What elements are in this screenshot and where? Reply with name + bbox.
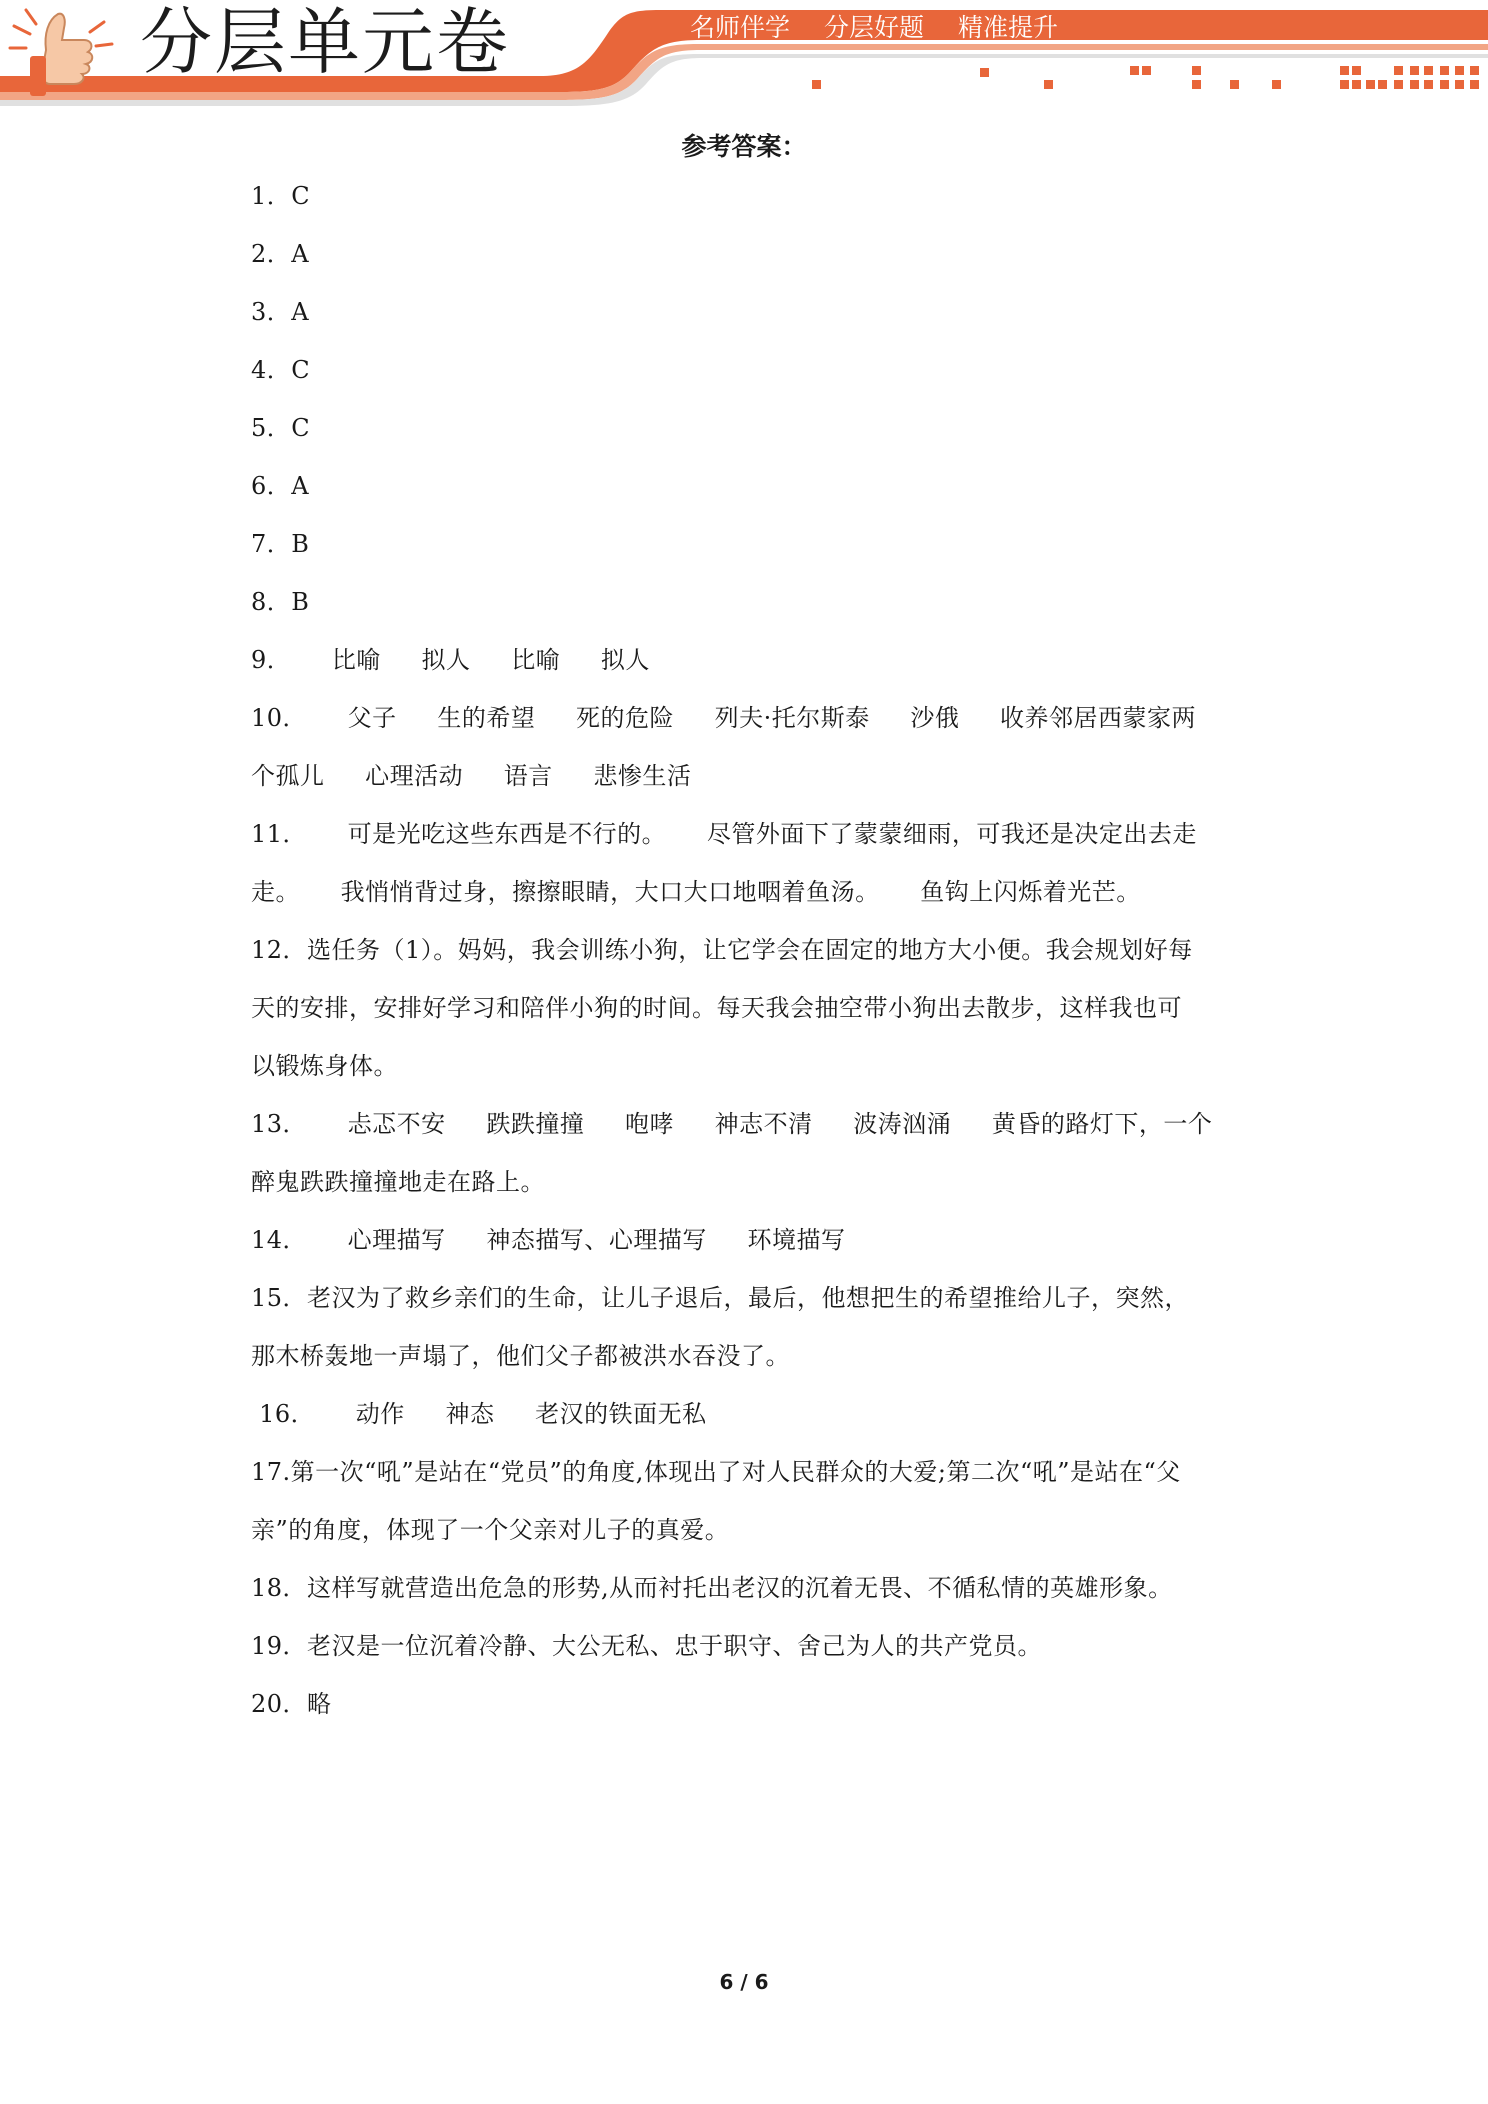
answer-line: 16． 动作 神态 老汉的铁面无私 bbox=[251, 1400, 707, 1428]
page-title: 参考答案： bbox=[681, 132, 807, 161]
answer-line: 14． 心理描写 神态描写、心理描写 环境描写 bbox=[251, 1226, 846, 1254]
answer-line: 20．略 bbox=[251, 1690, 332, 1718]
answer-line: 7．B bbox=[251, 530, 310, 558]
answer-line: 个孤儿 心理活动 语言 悲惨生活 bbox=[251, 762, 692, 790]
answer-line: 18．这样写就营造出危急的形势,从而衬托出老汉的沉着无畏、不循私情的英雄形象。 bbox=[251, 1574, 1173, 1602]
answer-line: 17.第一次“吼”是站在“党员”的角度,体现出了对人民群众的大爱;第二次“吼”是站在“父 bbox=[251, 1458, 1181, 1486]
answer-line: 2．A bbox=[251, 240, 310, 268]
answer-line: 那木桥轰地一声塌了，他们父子都被洪水吞没了。 bbox=[251, 1342, 790, 1370]
page-number: 6 / 6 bbox=[719, 1970, 769, 1994]
answer-line: 以锻炼身体。 bbox=[251, 1052, 398, 1080]
answer-line: 19．老汉是一位沉着冷静、大公无私、忠于职守、舍己为人的共产党员。 bbox=[251, 1632, 1043, 1660]
page-header bbox=[0, 0, 1488, 110]
answer-line: 9． 比喻 拟人 比喻 拟人 bbox=[251, 646, 650, 674]
answer-line: 12．选任务（1）。妈妈，我会训练小狗，让它学会在固定的地方大小便。我会规划好每 bbox=[251, 936, 1193, 964]
answer-line: 醉鬼跌跌撞撞地走在路上。 bbox=[251, 1168, 545, 1196]
answer-line: 3．A bbox=[251, 298, 310, 326]
slogan-3: 精准提升 bbox=[957, 13, 1058, 42]
answer-line: 10． 父子 生的希望 死的危险 列夫·托尔斯泰 沙俄 收养邻居西蒙家两 bbox=[251, 704, 1197, 732]
slogan-2: 分层好题 bbox=[823, 13, 924, 42]
header-slogans bbox=[690, 12, 1084, 44]
answer-line: 13． 忐忑不安 跌跌撞撞 咆哮 神志不清 波涛汹涌 黄昏的路灯下，一个 bbox=[251, 1110, 1213, 1138]
answer-line: 5．C bbox=[251, 414, 311, 442]
answer-line: 11． 可是光吃这些东西是不行的。 尽管外面下了蒙蒙细雨，可我还是决定出去走 bbox=[251, 820, 1197, 848]
answer-line: 亲”的角度，体现了一个父亲对儿子的真爱。 bbox=[251, 1516, 730, 1544]
answer-line: 15．老汉为了救乡亲们的生命，让儿子退后，最后，他想把生的希望推给儿子，突然， bbox=[251, 1284, 1190, 1312]
brand-title: 分层单元卷 bbox=[140, 0, 511, 84]
slogan-1: 名师伴学 bbox=[690, 13, 791, 42]
answer-line: 4．C bbox=[251, 356, 311, 384]
answer-line: 走。 我悄悄背过身，擦擦眼睛，大口大口地咽着鱼汤。 鱼钩上闪烁着光芒。 bbox=[251, 878, 1141, 906]
answer-line: 天的安排，安排好学习和陪伴小狗的时间。每天我会抽空带小狗出去散步，这样我也可 bbox=[251, 994, 1182, 1022]
answer-line: 8．B bbox=[251, 588, 310, 616]
thumbs-up-icon bbox=[0, 0, 130, 110]
answer-line: 6．A bbox=[251, 472, 310, 500]
answer-line: 1．C bbox=[251, 182, 311, 210]
